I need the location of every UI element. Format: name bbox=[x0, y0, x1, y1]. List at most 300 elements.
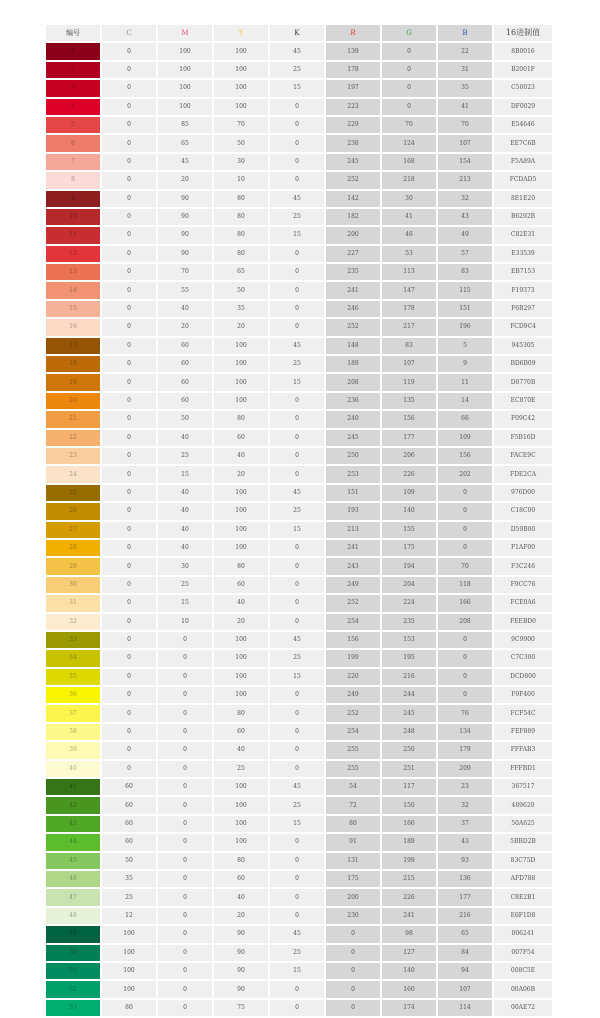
swatch-cell: 46 bbox=[46, 871, 100, 887]
cyan-value: 0 bbox=[102, 614, 156, 630]
table-row bbox=[46, 834, 552, 850]
table-row bbox=[46, 264, 552, 280]
black-value: 25 bbox=[270, 356, 324, 372]
hex-value: F6B297 bbox=[494, 301, 552, 317]
yellow-value: 100 bbox=[214, 540, 268, 556]
green-value: 0 bbox=[382, 43, 436, 59]
swatch-cell: 5 bbox=[46, 117, 100, 133]
black-value: 45 bbox=[270, 779, 324, 795]
green-value: 46 bbox=[382, 227, 436, 243]
black-value: 25 bbox=[270, 503, 324, 519]
green-value: 226 bbox=[382, 466, 436, 482]
magenta-value: 0 bbox=[158, 981, 212, 997]
yellow-value: 30 bbox=[214, 154, 268, 170]
cyan-value: 0 bbox=[102, 577, 156, 593]
green-value: 113 bbox=[382, 264, 436, 280]
red-value: 253 bbox=[326, 466, 380, 482]
swatch-cell: 51 bbox=[46, 963, 100, 979]
yellow-value: 100 bbox=[214, 43, 268, 59]
black-value: 45 bbox=[270, 632, 324, 648]
blue-value: 177 bbox=[438, 889, 492, 905]
black-value: 0 bbox=[270, 282, 324, 298]
blue-value: 37 bbox=[438, 816, 492, 832]
cyan-value: 0 bbox=[102, 117, 156, 133]
yellow-value: 40 bbox=[214, 595, 268, 611]
red-value: 148 bbox=[326, 338, 380, 354]
green-value: 218 bbox=[382, 172, 436, 188]
yellow-value: 60 bbox=[214, 871, 268, 887]
red-value: 142 bbox=[326, 191, 380, 207]
table-row bbox=[46, 154, 552, 170]
yellow-value: 70 bbox=[214, 117, 268, 133]
magenta-value: 10 bbox=[158, 614, 212, 630]
green-value: 224 bbox=[382, 595, 436, 611]
magenta-value: 0 bbox=[158, 669, 212, 685]
yellow-value: 50 bbox=[214, 282, 268, 298]
black-value: 15 bbox=[270, 816, 324, 832]
red-value: 0 bbox=[326, 981, 380, 997]
cyan-value: 0 bbox=[102, 742, 156, 758]
hex-value: AFD788 bbox=[494, 871, 552, 887]
swatch-cell: 34 bbox=[46, 650, 100, 666]
yellow-value: 100 bbox=[214, 356, 268, 372]
black-value: 0 bbox=[270, 981, 324, 997]
cyan-value: 0 bbox=[102, 558, 156, 574]
black-value: 15 bbox=[270, 522, 324, 538]
swatch-cell: 18 bbox=[46, 356, 100, 372]
cyan-value: 0 bbox=[102, 264, 156, 280]
magenta-value: 15 bbox=[158, 595, 212, 611]
swatch-cell: 52 bbox=[46, 981, 100, 997]
red-value: 91 bbox=[326, 834, 380, 850]
blue-value: 43 bbox=[438, 834, 492, 850]
red-value: 243 bbox=[326, 558, 380, 574]
blue-value: 23 bbox=[438, 779, 492, 795]
swatch-cell: 22 bbox=[46, 430, 100, 446]
yellow-value: 50 bbox=[214, 135, 268, 151]
red-value: 199 bbox=[326, 650, 380, 666]
cyan-value: 0 bbox=[102, 356, 156, 372]
red-value: 178 bbox=[326, 62, 380, 78]
green-value: 166 bbox=[382, 816, 436, 832]
black-value: 0 bbox=[270, 466, 324, 482]
table-row bbox=[46, 191, 552, 207]
magenta-value: 0 bbox=[158, 871, 212, 887]
blue-value: 196 bbox=[438, 319, 492, 335]
red-value: 229 bbox=[326, 117, 380, 133]
green-value: 241 bbox=[382, 908, 436, 924]
yellow-value: 100 bbox=[214, 650, 268, 666]
cyan-value: 0 bbox=[102, 761, 156, 777]
black-value: 25 bbox=[270, 650, 324, 666]
black-value: 0 bbox=[270, 724, 324, 740]
black-value: 25 bbox=[270, 945, 324, 961]
black-value: 0 bbox=[270, 246, 324, 262]
swatch-cell: 3 bbox=[46, 80, 100, 96]
green-value: 83 bbox=[382, 338, 436, 354]
swatch-cell: 37 bbox=[46, 705, 100, 721]
header-id: 编号 bbox=[46, 25, 100, 41]
hex-value: FCDAD5 bbox=[494, 172, 552, 188]
magenta-value: 100 bbox=[158, 43, 212, 59]
cyan-value: 0 bbox=[102, 687, 156, 703]
swatch-cell: 47 bbox=[46, 889, 100, 905]
table-row bbox=[46, 614, 552, 630]
hex-value: 00AE72 bbox=[494, 1000, 552, 1016]
green-value: 0 bbox=[382, 80, 436, 96]
magenta-value: 0 bbox=[158, 853, 212, 869]
black-value: 15 bbox=[270, 374, 324, 390]
black-value: 0 bbox=[270, 411, 324, 427]
yellow-value: 80 bbox=[214, 558, 268, 574]
hex-value: DCD800 bbox=[494, 669, 552, 685]
swatch-cell: 4 bbox=[46, 99, 100, 115]
black-value: 0 bbox=[270, 834, 324, 850]
hex-value: C7C300 bbox=[494, 650, 552, 666]
red-value: 227 bbox=[326, 246, 380, 262]
swatch-cell: 13 bbox=[46, 264, 100, 280]
swatch-cell: 12 bbox=[46, 246, 100, 262]
blue-value: 66 bbox=[438, 411, 492, 427]
swatch-cell: 48 bbox=[46, 908, 100, 924]
blue-value: 156 bbox=[438, 448, 492, 464]
blue-value: 107 bbox=[438, 981, 492, 997]
blue-value: 32 bbox=[438, 797, 492, 813]
cyan-value: 0 bbox=[102, 43, 156, 59]
red-value: 249 bbox=[326, 577, 380, 593]
hex-value: C82E31 bbox=[494, 227, 552, 243]
yellow-value: 100 bbox=[214, 485, 268, 501]
swatch-cell: 32 bbox=[46, 614, 100, 630]
yellow-value: 80 bbox=[214, 853, 268, 869]
black-value: 15 bbox=[270, 963, 324, 979]
magenta-value: 0 bbox=[158, 908, 212, 924]
red-value: 255 bbox=[326, 742, 380, 758]
magenta-value: 60 bbox=[158, 338, 212, 354]
header-r: R bbox=[326, 25, 380, 41]
cyan-value: 0 bbox=[102, 522, 156, 538]
red-value: 0 bbox=[326, 926, 380, 942]
green-value: 140 bbox=[382, 503, 436, 519]
table-row bbox=[46, 540, 552, 556]
swatch-cell: 40 bbox=[46, 761, 100, 777]
table-row bbox=[46, 853, 552, 869]
cyan-value: 0 bbox=[102, 319, 156, 335]
swatch-cell: 33 bbox=[46, 632, 100, 648]
swatch-cell: 42 bbox=[46, 797, 100, 813]
blue-value: 49 bbox=[438, 227, 492, 243]
green-value: 30 bbox=[382, 191, 436, 207]
yellow-value: 100 bbox=[214, 393, 268, 409]
cyan-value: 100 bbox=[102, 945, 156, 961]
swatch-cell: 24 bbox=[46, 466, 100, 482]
table-row bbox=[46, 705, 552, 721]
swatch-cell: 23 bbox=[46, 448, 100, 464]
magenta-value: 0 bbox=[158, 889, 212, 905]
blue-value: 70 bbox=[438, 558, 492, 574]
hex-value: 83C75D bbox=[494, 853, 552, 869]
swatch-cell: 35 bbox=[46, 669, 100, 685]
table-row bbox=[46, 963, 552, 979]
blue-value: 118 bbox=[438, 577, 492, 593]
header-c: C bbox=[102, 25, 156, 41]
black-value: 0 bbox=[270, 99, 324, 115]
table-row bbox=[46, 80, 552, 96]
yellow-value: 35 bbox=[214, 301, 268, 317]
magenta-value: 60 bbox=[158, 393, 212, 409]
hex-value: FACE9C bbox=[494, 448, 552, 464]
black-value: 0 bbox=[270, 1000, 324, 1016]
blue-value: 76 bbox=[438, 705, 492, 721]
table-row bbox=[46, 448, 552, 464]
cyan-value: 0 bbox=[102, 448, 156, 464]
black-value: 0 bbox=[270, 595, 324, 611]
blue-value: 134 bbox=[438, 724, 492, 740]
yellow-value: 100 bbox=[214, 669, 268, 685]
green-value: 215 bbox=[382, 871, 436, 887]
magenta-value: 55 bbox=[158, 282, 212, 298]
hex-value: C18C00 bbox=[494, 503, 552, 519]
swatch-cell: 9 bbox=[46, 191, 100, 207]
green-value: 140 bbox=[382, 963, 436, 979]
swatch-cell: 17 bbox=[46, 338, 100, 354]
magenta-value: 40 bbox=[158, 430, 212, 446]
table-row bbox=[46, 816, 552, 832]
magenta-value: 40 bbox=[158, 522, 212, 538]
magenta-value: 20 bbox=[158, 319, 212, 335]
cyan-value: 0 bbox=[102, 338, 156, 354]
table-row bbox=[46, 669, 552, 685]
table-row bbox=[46, 797, 552, 813]
hex-value: FFFBD1 bbox=[494, 761, 552, 777]
red-value: 193 bbox=[326, 503, 380, 519]
hex-value: B6292B bbox=[494, 209, 552, 225]
table-row bbox=[46, 227, 552, 243]
yellow-value: 40 bbox=[214, 448, 268, 464]
header-g: G bbox=[382, 25, 436, 41]
black-value: 0 bbox=[270, 558, 324, 574]
cyan-value: 0 bbox=[102, 669, 156, 685]
hex-value: DF0029 bbox=[494, 99, 552, 115]
black-value: 0 bbox=[270, 871, 324, 887]
cyan-value: 0 bbox=[102, 301, 156, 317]
table-row bbox=[46, 558, 552, 574]
cyan-value: 0 bbox=[102, 540, 156, 556]
cyan-value: 100 bbox=[102, 963, 156, 979]
cyan-value: 0 bbox=[102, 99, 156, 115]
blue-value: 0 bbox=[438, 650, 492, 666]
green-value: 194 bbox=[382, 558, 436, 574]
red-value: 252 bbox=[326, 595, 380, 611]
red-value: 249 bbox=[326, 687, 380, 703]
yellow-value: 100 bbox=[214, 503, 268, 519]
yellow-value: 75 bbox=[214, 1000, 268, 1016]
green-value: 199 bbox=[382, 853, 436, 869]
magenta-value: 65 bbox=[158, 135, 212, 151]
color-table bbox=[44, 23, 554, 1018]
red-value: 175 bbox=[326, 871, 380, 887]
blue-value: 0 bbox=[438, 632, 492, 648]
black-value: 45 bbox=[270, 338, 324, 354]
magenta-value: 0 bbox=[158, 632, 212, 648]
color-rows bbox=[46, 43, 552, 1016]
table-row bbox=[46, 1000, 552, 1016]
red-value: 246 bbox=[326, 301, 380, 317]
magenta-value: 0 bbox=[158, 742, 212, 758]
cyan-value: 100 bbox=[102, 926, 156, 942]
table-row bbox=[46, 411, 552, 427]
black-value: 45 bbox=[270, 926, 324, 942]
magenta-value: 0 bbox=[158, 1000, 212, 1016]
blue-value: 35 bbox=[438, 80, 492, 96]
cyan-value: 0 bbox=[102, 595, 156, 611]
yellow-value: 80 bbox=[214, 191, 268, 207]
green-value: 70 bbox=[382, 117, 436, 133]
cyan-value: 0 bbox=[102, 154, 156, 170]
black-value: 45 bbox=[270, 43, 324, 59]
green-value: 41 bbox=[382, 209, 436, 225]
table-row bbox=[46, 779, 552, 795]
table-row bbox=[46, 62, 552, 78]
cyan-value: 0 bbox=[102, 282, 156, 298]
swatch-cell: 16 bbox=[46, 319, 100, 335]
blue-value: 151 bbox=[438, 301, 492, 317]
hex-value: F1AF00 bbox=[494, 540, 552, 556]
hex-value: 367517 bbox=[494, 779, 552, 795]
black-value: 0 bbox=[270, 301, 324, 317]
red-value: 240 bbox=[326, 411, 380, 427]
black-value: 45 bbox=[270, 485, 324, 501]
yellow-value: 90 bbox=[214, 963, 268, 979]
magenta-value: 90 bbox=[158, 209, 212, 225]
cyan-value: 60 bbox=[102, 816, 156, 832]
red-value: 139 bbox=[326, 43, 380, 59]
swatch-cell: 21 bbox=[46, 411, 100, 427]
green-value: 0 bbox=[382, 62, 436, 78]
table-row bbox=[46, 632, 552, 648]
magenta-value: 100 bbox=[158, 62, 212, 78]
red-value: 220 bbox=[326, 669, 380, 685]
yellow-value: 100 bbox=[214, 687, 268, 703]
yellow-value: 100 bbox=[214, 80, 268, 96]
hex-value: 00A06B bbox=[494, 981, 552, 997]
green-value: 119 bbox=[382, 374, 436, 390]
table-row bbox=[46, 374, 552, 390]
table-row bbox=[46, 889, 552, 905]
blue-value: 179 bbox=[438, 742, 492, 758]
magenta-value: 0 bbox=[158, 926, 212, 942]
red-value: 54 bbox=[326, 779, 380, 795]
header-b: B bbox=[438, 25, 492, 41]
hex-value: D0770B bbox=[494, 374, 552, 390]
yellow-value: 20 bbox=[214, 466, 268, 482]
yellow-value: 100 bbox=[214, 62, 268, 78]
cyan-value: 35 bbox=[102, 871, 156, 887]
swatch-cell: 27 bbox=[46, 522, 100, 538]
blue-value: 208 bbox=[438, 614, 492, 630]
table-row bbox=[46, 945, 552, 961]
black-value: 0 bbox=[270, 540, 324, 556]
yellow-value: 100 bbox=[214, 816, 268, 832]
black-value: 0 bbox=[270, 889, 324, 905]
black-value: 0 bbox=[270, 172, 324, 188]
red-value: 245 bbox=[326, 154, 380, 170]
green-value: 135 bbox=[382, 393, 436, 409]
hex-value: FCE0A6 bbox=[494, 595, 552, 611]
table-row bbox=[46, 724, 552, 740]
yellow-value: 100 bbox=[214, 797, 268, 813]
magenta-value: 0 bbox=[158, 797, 212, 813]
cyan-value: 0 bbox=[102, 430, 156, 446]
table-row bbox=[46, 595, 552, 611]
table-row bbox=[46, 319, 552, 335]
cyan-value: 0 bbox=[102, 191, 156, 207]
black-value: 0 bbox=[270, 908, 324, 924]
swatch-cell: 1 bbox=[46, 43, 100, 59]
black-value: 0 bbox=[270, 393, 324, 409]
hex-value: FEEBD0 bbox=[494, 614, 552, 630]
yellow-value: 80 bbox=[214, 411, 268, 427]
cyan-value: 100 bbox=[102, 981, 156, 997]
blue-value: 43 bbox=[438, 209, 492, 225]
black-value: 0 bbox=[270, 614, 324, 630]
cyan-value: 0 bbox=[102, 632, 156, 648]
table-row bbox=[46, 117, 552, 133]
blue-value: 0 bbox=[438, 540, 492, 556]
yellow-value: 80 bbox=[214, 227, 268, 243]
swatch-cell: 41 bbox=[46, 779, 100, 795]
yellow-value: 10 bbox=[214, 172, 268, 188]
green-value: 124 bbox=[382, 135, 436, 151]
green-value: 175 bbox=[382, 540, 436, 556]
green-value: 177 bbox=[382, 430, 436, 446]
blue-value: 9 bbox=[438, 356, 492, 372]
blue-value: 0 bbox=[438, 522, 492, 538]
black-value: 0 bbox=[270, 135, 324, 151]
blue-value: 0 bbox=[438, 485, 492, 501]
red-value: 235 bbox=[326, 264, 380, 280]
swatch-cell: 10 bbox=[46, 209, 100, 225]
blue-value: 209 bbox=[438, 761, 492, 777]
hex-value: 007F54 bbox=[494, 945, 552, 961]
hex-value: FDE2CA bbox=[494, 466, 552, 482]
cyan-value: 0 bbox=[102, 393, 156, 409]
table-row bbox=[46, 503, 552, 519]
red-value: 238 bbox=[326, 135, 380, 151]
table-row bbox=[46, 99, 552, 115]
hex-value: F9CC76 bbox=[494, 577, 552, 593]
black-value: 0 bbox=[270, 761, 324, 777]
red-value: 236 bbox=[326, 393, 380, 409]
blue-value: 115 bbox=[438, 282, 492, 298]
green-value: 98 bbox=[382, 926, 436, 942]
black-value: 0 bbox=[270, 154, 324, 170]
magenta-value: 0 bbox=[158, 834, 212, 850]
cyan-value: 0 bbox=[102, 650, 156, 666]
yellow-value: 20 bbox=[214, 319, 268, 335]
magenta-value: 40 bbox=[158, 485, 212, 501]
cyan-value: 0 bbox=[102, 246, 156, 262]
green-value: 168 bbox=[382, 154, 436, 170]
yellow-value: 60 bbox=[214, 724, 268, 740]
black-value: 25 bbox=[270, 209, 324, 225]
blue-value: 0 bbox=[438, 503, 492, 519]
red-value: 182 bbox=[326, 209, 380, 225]
table-row bbox=[46, 430, 552, 446]
magenta-value: 90 bbox=[158, 191, 212, 207]
red-value: 80 bbox=[326, 816, 380, 832]
cyan-value: 0 bbox=[102, 135, 156, 151]
